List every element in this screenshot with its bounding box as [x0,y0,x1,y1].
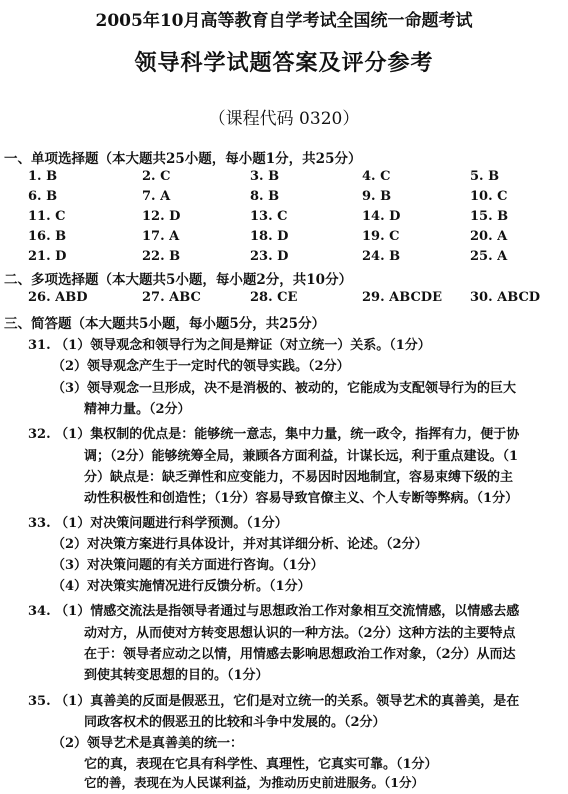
answer-cell: 28. CE [250,290,298,305]
answer-cell: 12. D [142,209,181,224]
answer-line: 同政客权术的假恶丑的比较和斗争中发展的。（2分） [84,715,386,730]
answer-line: 精神力量。（2分） [84,402,191,417]
answer-line: （2）领导观念产生于一定时代的领导实践。（2分） [52,359,350,374]
section-1-heading: 一、单项选择题（本大题共25小题，每小题1分，共25分） [4,151,362,167]
answer-cell: 3. B [250,169,280,184]
course-code: （课程代码 0320） [208,109,360,129]
answer-line: 31. （1）领导观念和领导行为之间是辩证（对立统一）关系。（1分） [28,338,431,353]
answer-cell: 1. B [28,169,58,184]
answer-cell: 30. ABCD [470,290,541,305]
answer-cell: 7. A [142,189,171,204]
answer-line: 分）缺点是：缺乏弹性和应变能力，不易因时因地制宜，容易束缚下级的主 [84,470,514,485]
answer-line: 动对方，从而使对方转变思想认识的一种方法。（2分）这种方法的主要特点 [84,626,516,641]
answer-line: 33. （1）对决策问题进行科学预测。（1分） [28,516,288,531]
answer-line: 它的善，表现在为人民谋利益，为推动历史前进服务。（1分） [84,775,424,790]
answer-cell: 13. C [250,209,288,224]
answer-cell: 6. B [28,189,58,204]
answer-line: 34. （1）情感交流法是指领导者通过与思想政治工作对象相互交流情感，以情感去感 [28,604,520,619]
answer-cell: 9. B [362,189,392,204]
document-title: 领导科学试题答案及评分参考 [134,50,434,76]
answer-line: 35. （1）真善美的反面是假恶丑，它们是对立统一的关系。领导艺术的真善美，是在 [28,694,520,709]
answer-line: 动性积极性和创造性；（1分）容易导致官僚主义、个人专断等弊病。（1分） [84,491,519,506]
section-3-heading: 三、简答题（本大题共5小题，每小题5分，共25分） [4,316,326,332]
answer-cell: 25. A [470,249,508,264]
answer-cell: 4. C [362,169,391,184]
answer-cell: 15. B [470,209,509,224]
answer-cell: 2. C [142,169,171,184]
answer-line: 调；（2分）能够统筹全局，兼顾各方面利益，计谋长远，利于重点建设。（1 [84,449,519,464]
answer-line: （2）对决策方案进行具体设计，并对其详细分析、论述。（2分） [52,537,428,552]
answer-cell: 21. D [28,249,67,264]
answer-line: 32. （1）集权制的优点是：能够统一意志，集中力量，统一政令，指挥有力，便于协 [28,427,520,442]
answer-cell: 19. C [362,229,400,244]
answer-line: （3）对决策问题的有关方面进行咨询。（1分） [52,558,324,573]
answer-cell: 23. D [250,249,289,264]
answer-line: 在于：领导者应动之以情，用情感去影响思想政治工作对象，（2分）从而达 [84,647,516,662]
answer-cell: 20. A [470,229,508,244]
exam-header: 2005年10月高等教育自学考试全国统一命题考试 [95,11,473,31]
answer-cell: 27. ABC [142,290,201,305]
answer-cell: 5. B [470,169,500,184]
answer-cell: 16. B [28,229,67,244]
answer-cell: 22. B [142,249,181,264]
answer-cell: 17. A [142,229,180,244]
answer-line: （2）领导艺术是真善美的统一： [52,736,244,751]
answer-line: （3）领导观念一旦形成，决不是消极的、被动的，它能成为支配领导行为的巨大 [52,381,517,396]
answer-cell: 14. D [362,209,401,224]
section-2-heading: 二、多项选择题（本大题共5小题，每小题2分，共10分） [4,272,353,288]
answer-cell: 29. ABCDE [362,290,442,305]
answer-cell: 18. D [250,229,289,244]
answer-cell: 26. ABD [28,290,88,305]
answer-cell: 8. B [250,189,280,204]
answer-line: 到使其转变思想的目的。（1分） [84,668,269,683]
answer-cell: 10. C [470,189,508,204]
answer-cell: 24. B [362,249,401,264]
answer-line: （4）对决策实施情况进行反馈分析。（1分） [52,579,311,594]
answer-cell: 11. C [28,209,66,224]
answer-line: 它的真，表现在它具有科学性、真理性，它真实可靠。（1分） [84,757,438,772]
